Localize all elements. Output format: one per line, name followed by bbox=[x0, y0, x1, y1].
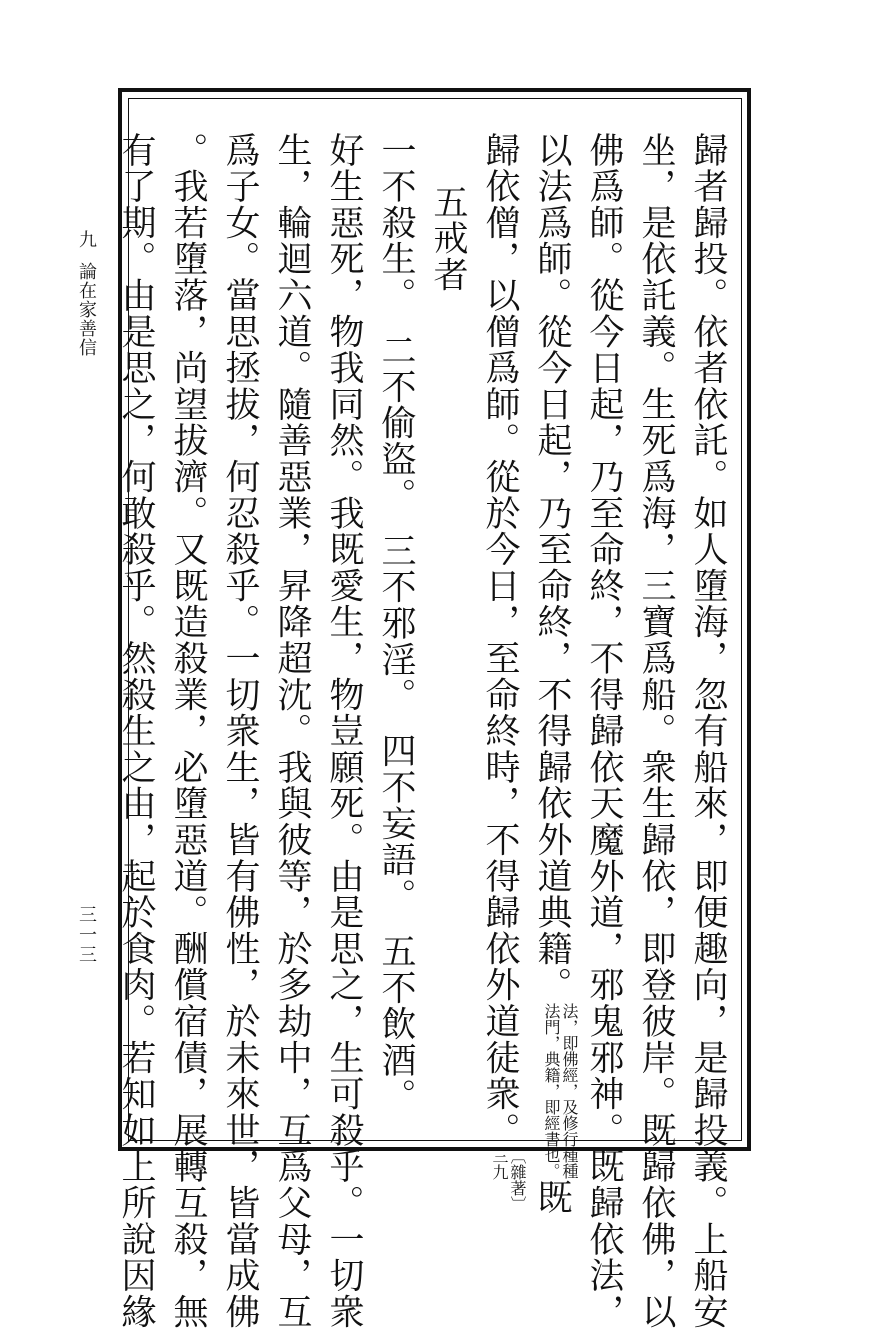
text-column: 生，輪迴六道。隨善惡業，昇降超沈。我與彼等，於多劫中，互爲父母，互 bbox=[272, 132, 312, 1330]
text-column: 歸者歸投。依者依託。如人墮海，忽有船來，即便趣向，是歸投義。上船安 bbox=[688, 132, 728, 1330]
annotation-line: 法門，典籍，即經書也。 bbox=[542, 1003, 561, 1180]
annotation-line: 〔雜著〕 bbox=[508, 1148, 527, 1213]
source-annotation bbox=[490, 1148, 526, 1212]
chapter-title: 論在家善信 bbox=[76, 262, 97, 357]
text-column: 。我若墮落，尚望拔濟。又既造殺業，必墮惡道。酬償宿債，展轉互殺，無 bbox=[168, 132, 208, 1330]
section-heading: 五戒者 bbox=[428, 184, 468, 293]
inline-annotation bbox=[542, 1003, 578, 1179]
text-column: 坐，是依託義。生死爲海，三寶爲船。衆生歸依，即登彼岸。既歸依佛，以 bbox=[636, 132, 676, 1330]
text-column: 爲子女。當思拯拔，何忍殺乎。一切衆生，皆有佛性，於未來世，皆當成佛 bbox=[220, 132, 260, 1330]
text-column: 有了期。由是思之，何敢殺乎。然殺生之由，起於食肉。若知如上所說因緣 bbox=[116, 132, 156, 1330]
text-column: 佛爲師。從今日起，乃至命終，不得歸依天魔外道，邪鬼邪神。既歸依法， bbox=[584, 132, 624, 1330]
text-column bbox=[474, 132, 527, 1213]
page-number: 三一三 bbox=[76, 905, 97, 965]
main-text bbox=[116, 132, 734, 1330]
text-segment: 以法爲師。從今日起，乃至命終，不得歸依外道典籍。 bbox=[532, 132, 572, 1004]
text-column bbox=[526, 132, 579, 1216]
text-column: 好生惡死，物我同然。我既愛生，物豈願死。由是思之，生可殺乎。一切衆 bbox=[324, 132, 364, 1330]
annotation-line: 三九 bbox=[490, 1148, 509, 1181]
annotation-line: 法，即佛經，及修行種種 bbox=[560, 1003, 579, 1180]
text-segment: 歸依僧，以僧爲師。從於今日，至命終時，不得歸依外道徒衆。 bbox=[480, 132, 520, 1149]
chapter-number: 九 bbox=[76, 230, 97, 248]
text-segment: 既 bbox=[532, 1179, 572, 1216]
precepts-list: 一不殺生。 二不偷盜。 三不邪淫。 四不妄語。 五不飲酒。 bbox=[376, 132, 416, 1115]
